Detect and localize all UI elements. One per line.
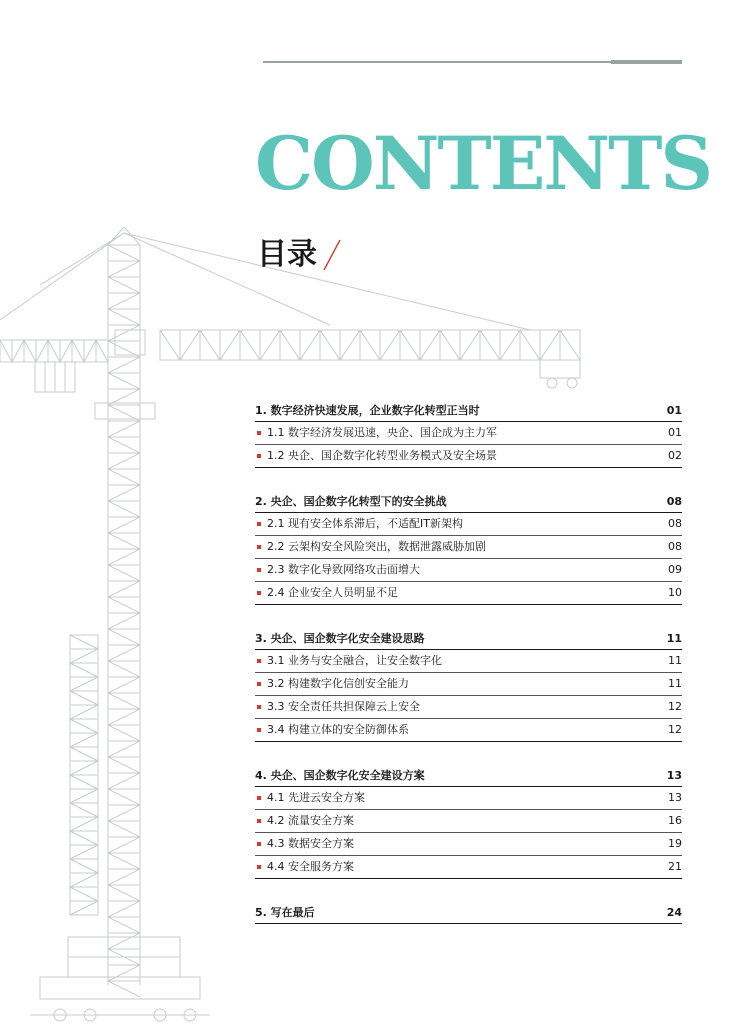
toc-item-left: [255, 422, 497, 444]
toc-item-page: 12: [668, 700, 682, 713]
red-square-bullet-icon: [257, 819, 261, 823]
toc-item-page: 01: [668, 426, 682, 439]
section-gap: [255, 468, 682, 491]
toc-item-page: 19: [668, 837, 682, 850]
section-gap: [255, 742, 682, 765]
red-square-bullet-icon: [257, 865, 261, 869]
toc-item-title: 1.1 数字经济发展迅速，央企、国企成为主力军: [267, 426, 497, 439]
toc-item[interactable]: [255, 582, 682, 605]
table-of-contents: [255, 400, 682, 924]
toc-item-left: [255, 673, 409, 695]
toc-item-page: 09: [668, 563, 682, 576]
toc-item[interactable]: [255, 559, 682, 582]
contents-heading: CONTENTS: [255, 121, 712, 207]
toc-item[interactable]: [255, 445, 682, 468]
toc-item-title: 2.2 云架构安全风险突出，数据泄露威胁加剧: [267, 540, 486, 553]
toc-item-page: 13: [668, 791, 682, 804]
red-square-bullet-icon: [257, 568, 261, 572]
toc-item[interactable]: [255, 787, 682, 810]
toc-item-page: 16: [668, 814, 682, 827]
toc-item[interactable]: [255, 696, 682, 719]
toc-item[interactable]: [255, 536, 682, 559]
toc-item-title: 4.1 先进云安全方案: [267, 791, 365, 804]
toc-section-title: 2. 央企、国企数字化转型下的安全挑战: [255, 494, 447, 508]
toc-item[interactable]: [255, 513, 682, 536]
red-square-bullet-icon: [257, 659, 261, 663]
toc-item[interactable]: [255, 719, 682, 742]
toc-item-page: 11: [668, 654, 682, 667]
toc-item-page: 21: [668, 860, 682, 873]
toc-section-page: 11: [666, 631, 682, 645]
red-square-bullet-icon: [257, 705, 261, 709]
toc-item-left: [255, 856, 354, 878]
toc-item-left: [255, 833, 354, 855]
red-square-bullet-icon: [257, 545, 261, 549]
toc-item-page: 08: [668, 540, 682, 553]
toc-item[interactable]: [255, 833, 682, 856]
toc-item-title: 3.4 构建立体的安全防御体系: [267, 723, 409, 736]
toc-item[interactable]: [255, 673, 682, 696]
toc-section-5[interactable]: [255, 902, 682, 924]
red-slash-accent: [322, 238, 342, 272]
toc-item-title: 2.1 现有安全体系滞后，不适配IT新架构: [267, 517, 463, 530]
red-square-bullet-icon: [257, 431, 261, 435]
toc-item-left: [255, 787, 365, 809]
toc-item-left: [255, 810, 354, 832]
toc-item[interactable]: [255, 810, 682, 833]
top-divider-line: [263, 61, 611, 63]
red-square-bullet-icon: [257, 728, 261, 732]
toc-item-left: [255, 536, 486, 558]
toc-item-left: [255, 445, 497, 467]
toc-section-title: 3. 央企、国企数字化安全建设思路: [255, 631, 425, 645]
toc-item-page: 12: [668, 723, 682, 736]
toc-item-left: [255, 719, 409, 741]
toc-item-title: 3.3 安全责任共担保障云上安全: [267, 700, 420, 713]
toc-section-title: 1. 数字经济快速发展，企业数字化转型正当时: [255, 403, 480, 417]
toc-item-page: 10: [668, 586, 682, 599]
section-gap: [255, 605, 682, 628]
toc-section-1[interactable]: [255, 400, 682, 422]
toc-section-title: 5. 写在最后: [255, 905, 315, 919]
toc-item-page: 08: [668, 517, 682, 530]
toc-item[interactable]: [255, 856, 682, 879]
toc-section-page: 24: [666, 905, 682, 919]
toc-item[interactable]: [255, 422, 682, 445]
toc-item-title: 2.4 企业安全人员明显不足: [267, 586, 398, 599]
toc-item-page: 11: [668, 677, 682, 690]
red-square-bullet-icon: [257, 842, 261, 846]
toc-item-title: 4.2 流量安全方案: [267, 814, 354, 827]
red-square-bullet-icon: [257, 682, 261, 686]
red-square-bullet-icon: [257, 796, 261, 800]
toc-item-title: 1.2 央企、国企数字化转型业务模式及安全场景: [267, 449, 497, 462]
toc-item-page: 02: [668, 449, 682, 462]
toc-section-title: 4. 央企、国企数字化安全建设方案: [255, 768, 425, 782]
top-divider-accent: [611, 60, 682, 64]
red-square-bullet-icon: [257, 522, 261, 526]
red-square-bullet-icon: [257, 591, 261, 595]
toc-section-4[interactable]: [255, 765, 682, 787]
toc-section-2[interactable]: [255, 491, 682, 513]
red-square-bullet-icon: [257, 454, 261, 458]
toc-section-page: 01: [666, 403, 682, 417]
toc-item-left: [255, 513, 463, 535]
toc-item-left: [255, 582, 398, 604]
toc-item[interactable]: [255, 650, 682, 673]
toc-item-left: [255, 559, 420, 581]
toc-item-left: [255, 696, 420, 718]
toc-section-3[interactable]: [255, 628, 682, 650]
toc-section-page: 08: [666, 494, 682, 508]
toc-item-title: 4.4 安全服务方案: [267, 860, 354, 873]
toc-heading: 目录: [257, 237, 317, 272]
toc-item-title: 2.3 数字化导致网络攻击面增大: [267, 563, 420, 576]
toc-item-title: 3.2 构建数字化信创安全能力: [267, 677, 409, 690]
section-gap: [255, 879, 682, 902]
toc-item-title: 4.3 数据安全方案: [267, 837, 354, 850]
toc-item-left: [255, 650, 442, 672]
toc-item-title: 3.1 业务与安全融合，让安全数字化: [267, 654, 442, 667]
toc-section-page: 13: [666, 768, 682, 782]
